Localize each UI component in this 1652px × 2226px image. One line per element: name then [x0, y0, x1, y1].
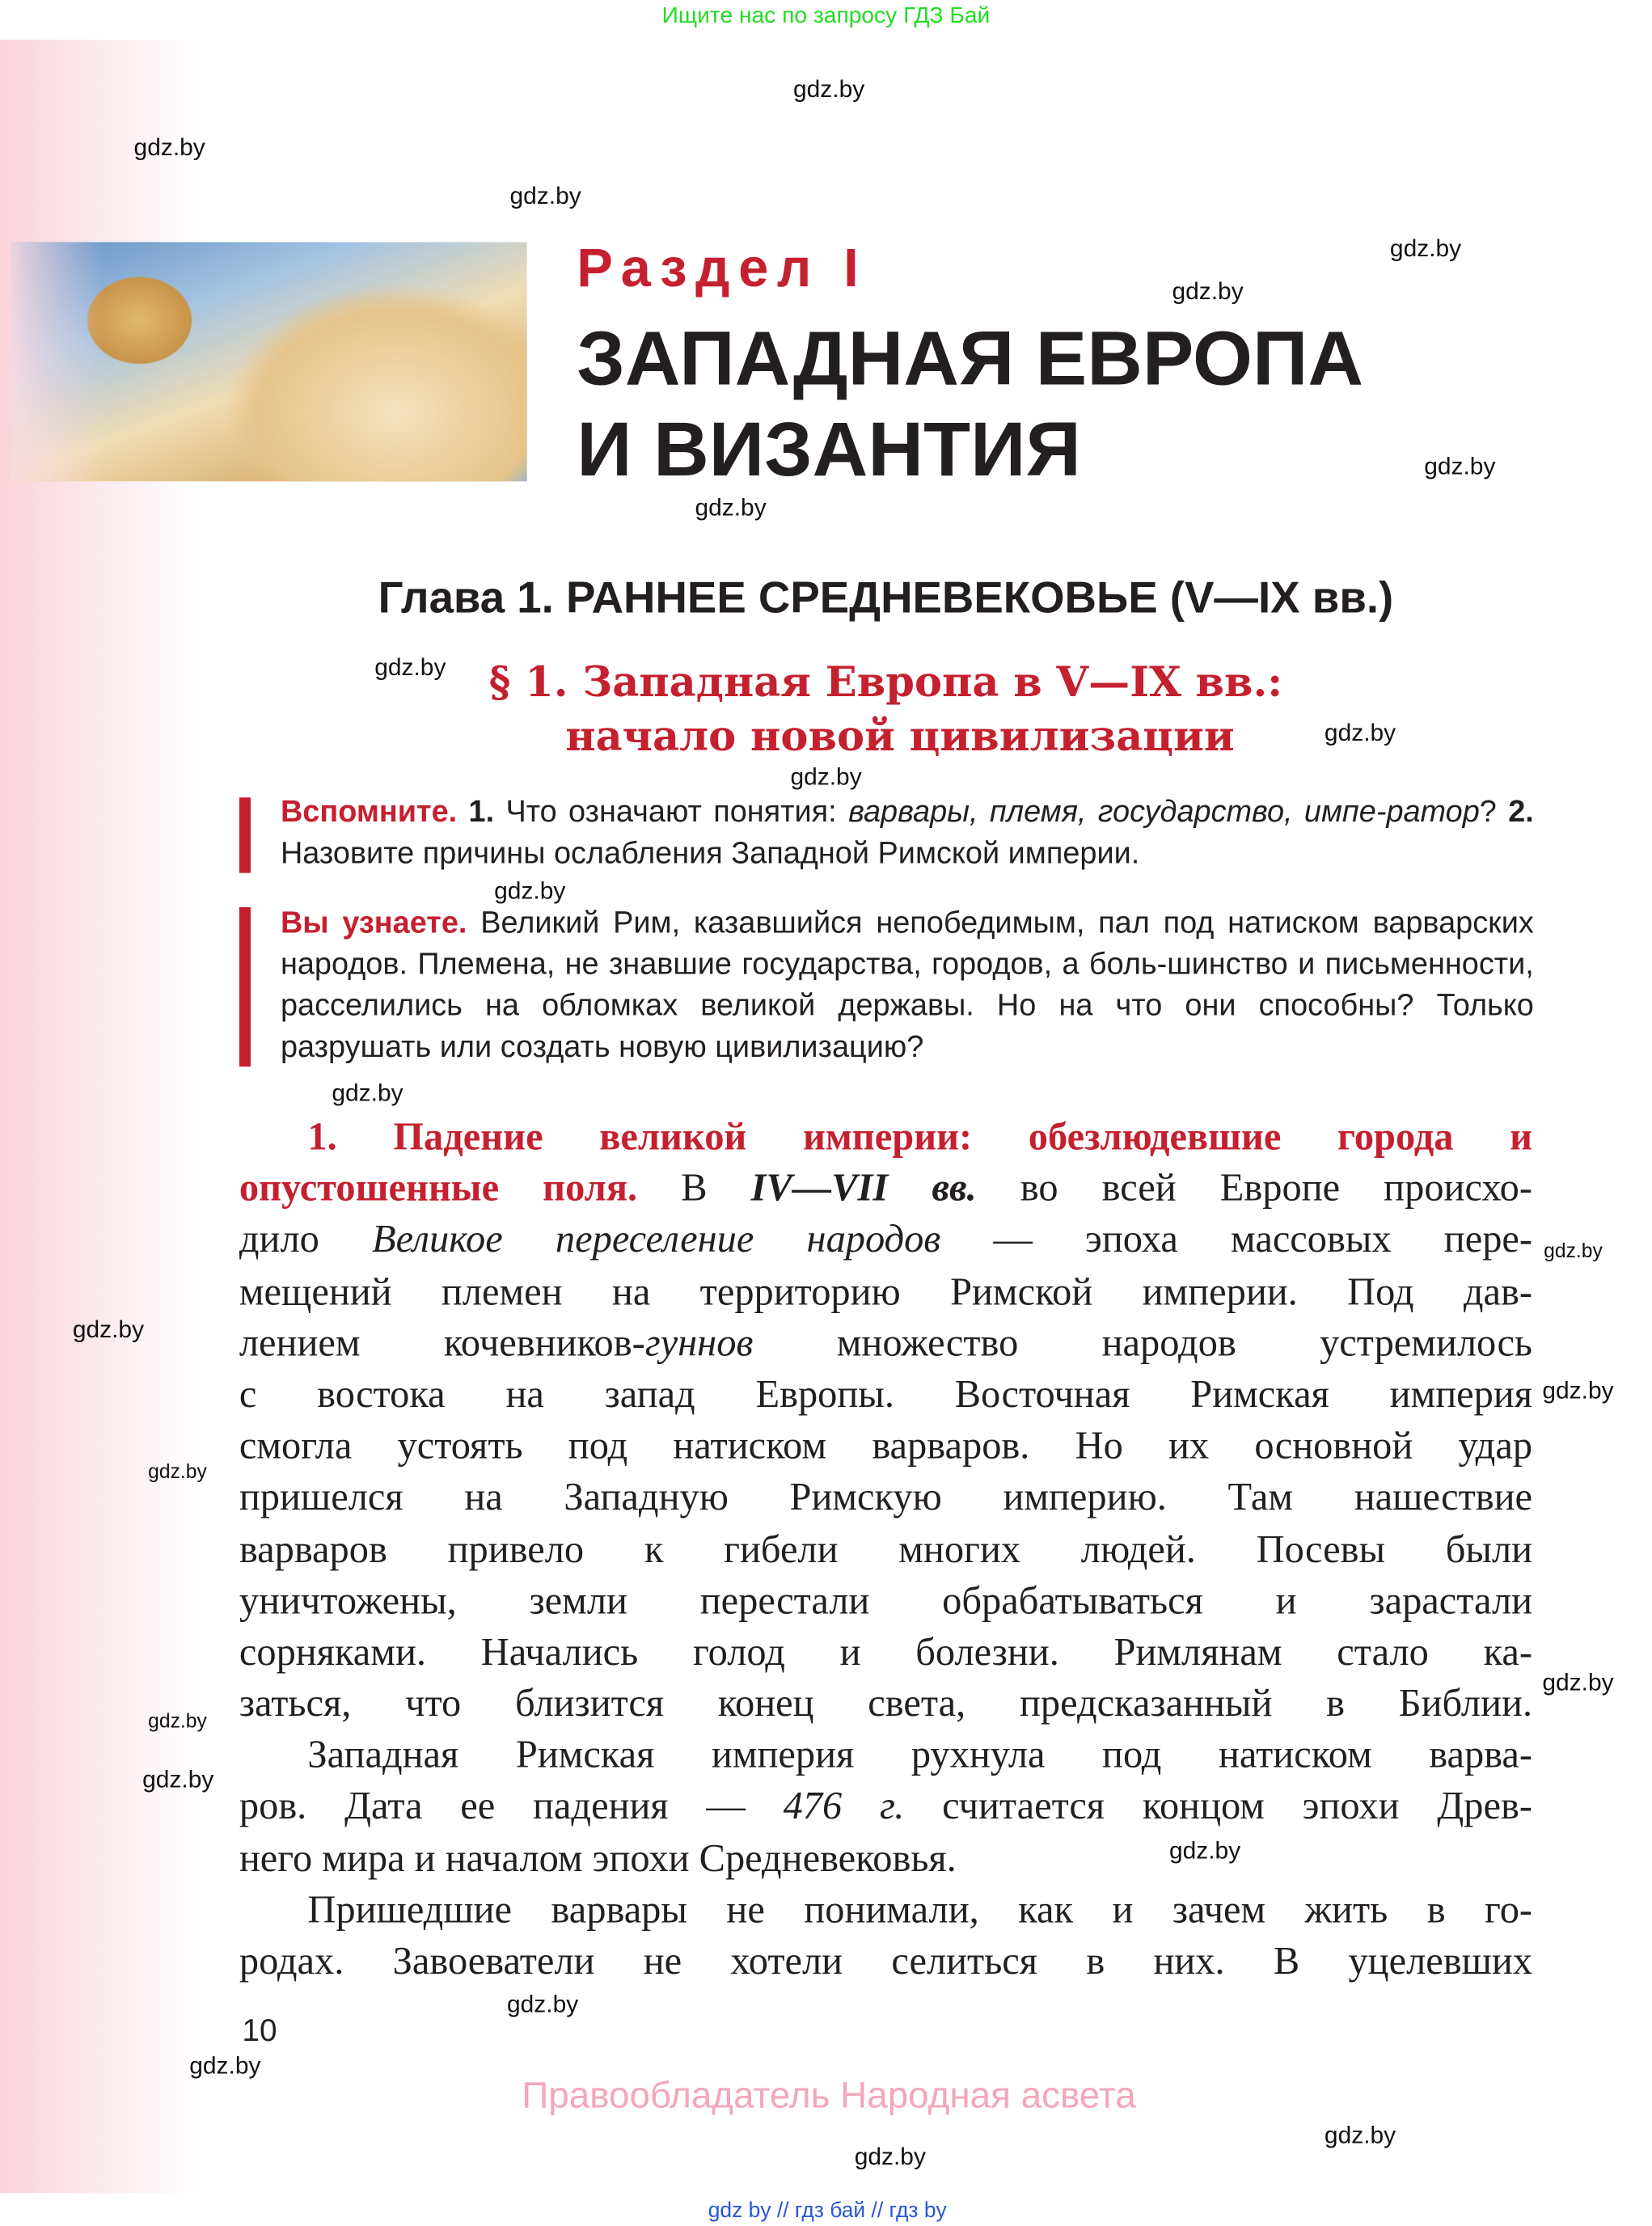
watermark: gdz.by — [1544, 1239, 1603, 1262]
text-line — [239, 1832, 1532, 1884]
text-line — [239, 1162, 1532, 1214]
watermark: gdz.by — [1424, 453, 1496, 480]
watermark: gdz.by — [148, 1459, 207, 1483]
text-segment: с востока на запад Европы. Восточная Римская империя — [239, 1371, 1533, 1416]
text-segment: родах. Завоеватели не хотели селиться в них. В уцелевших — [239, 1937, 1533, 1983]
text-line — [239, 1317, 1532, 1369]
watermark: gdz.by — [72, 1316, 145, 1343]
text-line — [239, 1214, 1532, 1265]
search-hint[interactable]: Ищите нас по запросу ГДЗ Бай — [661, 4, 991, 29]
text-line — [239, 1884, 1532, 1936]
question-text: Назовите причины ослабления Западной Римской империи. — [280, 835, 1140, 871]
text-line — [239, 1265, 1532, 1317]
watermark: gdz.by — [189, 2051, 261, 2080]
paragraph-title-line2: начало новой цивилизации — [565, 712, 1235, 761]
remember-box — [281, 792, 1534, 874]
watermark: gdz.by — [1168, 1836, 1241, 1865]
watermark: gdz.by — [790, 763, 862, 791]
text-segment: ров. Дата ее падения — — [239, 1783, 784, 1828]
watermark: gdz.by — [133, 133, 205, 162]
learn-label: Вы узнаете. — [280, 906, 467, 940]
learn-text: Великий Рим, казавшийся непобедимым, пал под натиском варварских народов. Племена, не знавшие государства, городов, а боль-шинство и письменности, расселились на обломках великой державы. Но на что они способны? Только разрушать или создать новую цивилизацию? — [280, 906, 1534, 1064]
bottom-links[interactable]: gdz by // гдз бай // гдз by — [708, 2199, 947, 2224]
text-line — [239, 1472, 1532, 1523]
watermark: gdz.by — [142, 1765, 214, 1793]
emphasis-text: IV—VII вв. — [750, 1164, 977, 1210]
section-title-line1: ЗАПАДНАЯ ЕВРОПА — [577, 315, 1364, 402]
text-segment: считается концом эпохи Древ- — [904, 1783, 1533, 1828]
watermark: gdz.by — [1542, 1377, 1614, 1404]
text-segment: В — [637, 1164, 751, 1210]
question-text: Что означают понятия: — [494, 794, 849, 830]
learn-box — [281, 903, 1534, 1068]
question-number: 2. — [1508, 794, 1534, 830]
text-line — [239, 1574, 1532, 1626]
text-segment: Пришедшие варвары не понимали, как и зачем жить в го- — [307, 1886, 1533, 1931]
question-number: 1. — [468, 794, 495, 830]
watermark: gdz.by — [374, 653, 446, 681]
text-segment: лением кочевников- — [239, 1320, 645, 1364]
page-number: 10 — [242, 2012, 277, 2048]
section-title-line2: И ВИЗАНТИЯ — [577, 407, 1081, 493]
question-end: ? — [1479, 794, 1509, 830]
watermark: gdz.by — [695, 494, 767, 522]
text-segment: пришелся на Западную Римскую империю. Там нашествие — [239, 1474, 1533, 1518]
text-line — [239, 1678, 1532, 1730]
text-line — [239, 1523, 1532, 1575]
text-segment: варваров привело к гибели многих людей. Посевы были — [239, 1526, 1533, 1570]
watermark: gdz.by — [1324, 2122, 1396, 2149]
watermark: gdz.by — [854, 2143, 926, 2171]
watermark: gdz.by — [1389, 234, 1462, 263]
watermark: gdz.by — [148, 1709, 207, 1732]
text-segment: множество народов устремилось — [753, 1320, 1533, 1364]
text-segment: заться, что близится конец света, предсказанный в Библии. — [239, 1680, 1533, 1725]
remember-bar — [239, 797, 251, 872]
watermark: gdz.by — [509, 182, 581, 209]
watermark: gdz.by — [506, 1991, 579, 2018]
text-line — [239, 1780, 1532, 1832]
text-segment: Западная Римская империя рухнула под натиском варва- — [307, 1732, 1533, 1776]
main-text — [239, 1111, 1532, 1987]
watermark: gdz.by — [1542, 1669, 1614, 1696]
text-line — [239, 1368, 1532, 1420]
text-line — [239, 1730, 1532, 1781]
text-line — [239, 1626, 1532, 1678]
text-segment: во всей Европе происхо- — [976, 1164, 1533, 1210]
text-segment: уничтожены, земли перестали обрабатываться и зарастали — [239, 1577, 1533, 1622]
watermark: gdz.by — [1172, 277, 1244, 305]
section-label: Раздел I — [577, 239, 868, 299]
subheading-text: опустошенные поля. — [239, 1164, 638, 1210]
learn-bar — [239, 907, 251, 1067]
text-segment: сорняками. Начались голод и болезни. Римлянам стало ка- — [239, 1628, 1533, 1674]
text-segment: смогла устоять под натиском варваров. Но их основной удар — [239, 1422, 1533, 1468]
paragraph-title-line1: § 1. Западная Европа в V—IX вв.: — [488, 657, 1283, 707]
text-line — [239, 1935, 1532, 1987]
emphasis-text: Великое переселение народов — [372, 1216, 941, 1261]
question-terms: варвары, племя, государство, импе-ратор — [848, 794, 1480, 830]
watermark: gdz.by — [332, 1079, 403, 1107]
text-segment: него мира и началом эпохи Средневековья. — [239, 1835, 957, 1880]
text-line — [239, 1111, 1532, 1163]
watermark: gdz.by — [792, 75, 865, 103]
text-segment: дило — [239, 1216, 373, 1261]
watermark: gdz.by — [1324, 719, 1396, 746]
emphasis-text: гуннов — [644, 1320, 754, 1364]
watermark: gdz.by — [494, 876, 566, 905]
text-segment: — эпоха массовых пере- — [940, 1216, 1533, 1261]
section-illustration — [11, 242, 527, 481]
emphasis-text: 476 г. — [783, 1783, 905, 1828]
remember-label: Вспомните. — [280, 794, 458, 830]
chapter-heading: Глава 1. РАННЕЕ СРЕДНЕВЕКОВЬЕ (V—IX вв.) — [378, 572, 1394, 623]
text-segment: мещений племен на территорию Римской империи. Под дав- — [239, 1268, 1533, 1313]
copyright-footer: Правообладатель Народная асвета — [522, 2073, 1136, 2117]
text-line — [239, 1420, 1532, 1472]
subheading-text: 1. Падение великой империи: обезлюдевшие города и — [307, 1113, 1533, 1158]
